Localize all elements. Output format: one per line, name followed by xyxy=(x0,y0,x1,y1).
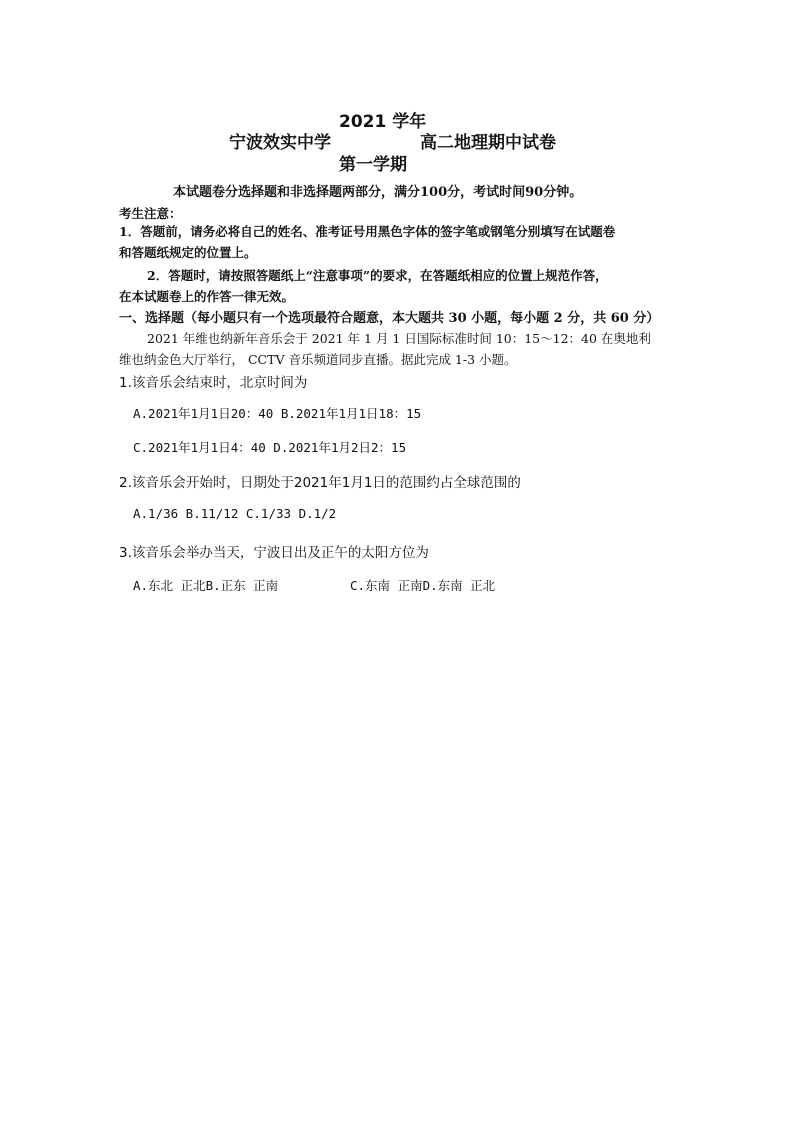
passage-line-2: 维也纳金色大厅举行， CCTV 音乐频道同步直播。据此完成 1-3 小题。 xyxy=(119,352,517,367)
notice-heading: 考生注意： xyxy=(119,206,182,221)
passage-line-1: 2021 年维也纳新年音乐会于 2021 年 1 月 1 日国际标准时间 10：15～12：40 在奥地利 xyxy=(147,331,651,346)
notice-item-1-line-2: 和答题纸规定的位置上。 xyxy=(119,245,257,260)
question-1-options-line-2: C.2021年1月1日4：40 D.2021年1月2日2：15 xyxy=(133,440,407,455)
header-year: 2021 学年 xyxy=(339,112,427,132)
question-1-stem: 1.该音乐会结束时，北京时间为 xyxy=(119,375,308,391)
header-school: 宁波效实中学 xyxy=(229,133,331,153)
question-1-options-line-1: A.2021年1月1日20：40 B.2021年1月1日18：15 xyxy=(133,406,422,421)
intro-line: 本试题卷分选择题和非选择题两部分，满分100分，考试时间90分钟。 xyxy=(173,185,583,200)
notice-item-2-line-2: 在本试题卷上的作答一律无效。 xyxy=(119,289,295,304)
question-2-options: A.1/36 B.11/12 C.1/33 D.1/2 xyxy=(133,506,337,521)
question-3-options-c-d: C.东南 正南D.东南 正北 xyxy=(350,578,496,593)
section-1-heading: 一、选择题（每小题只有一个选项最符合题意，本大题共 30 小题，每小题 2 分，共 60 分） xyxy=(119,311,660,326)
question-2-stem: 2.该音乐会开始时，日期处于2021年1月1日的范围约占全球范围的 xyxy=(119,475,521,491)
notice-item-2-line-1: 2．答题时，请按照答题纸上“注意事项”的要求，在答题纸相应的位置上规范作答， xyxy=(147,268,608,283)
header-exam-title: 高二地理期中试卷 xyxy=(420,133,556,153)
header-term: 第一学期 xyxy=(339,155,407,175)
question-3-options-a-b: A.东北 正北B.正东 正南 xyxy=(133,578,279,593)
notice-item-1-line-1: 1．答题前，请务必将自己的姓名、准考证号用黑色字体的签字笔或钢笔分别填写在试题卷 xyxy=(119,224,616,239)
question-3-stem: 3.该音乐会举办当天，宁波日出及正午的太阳方位为 xyxy=(119,545,429,561)
